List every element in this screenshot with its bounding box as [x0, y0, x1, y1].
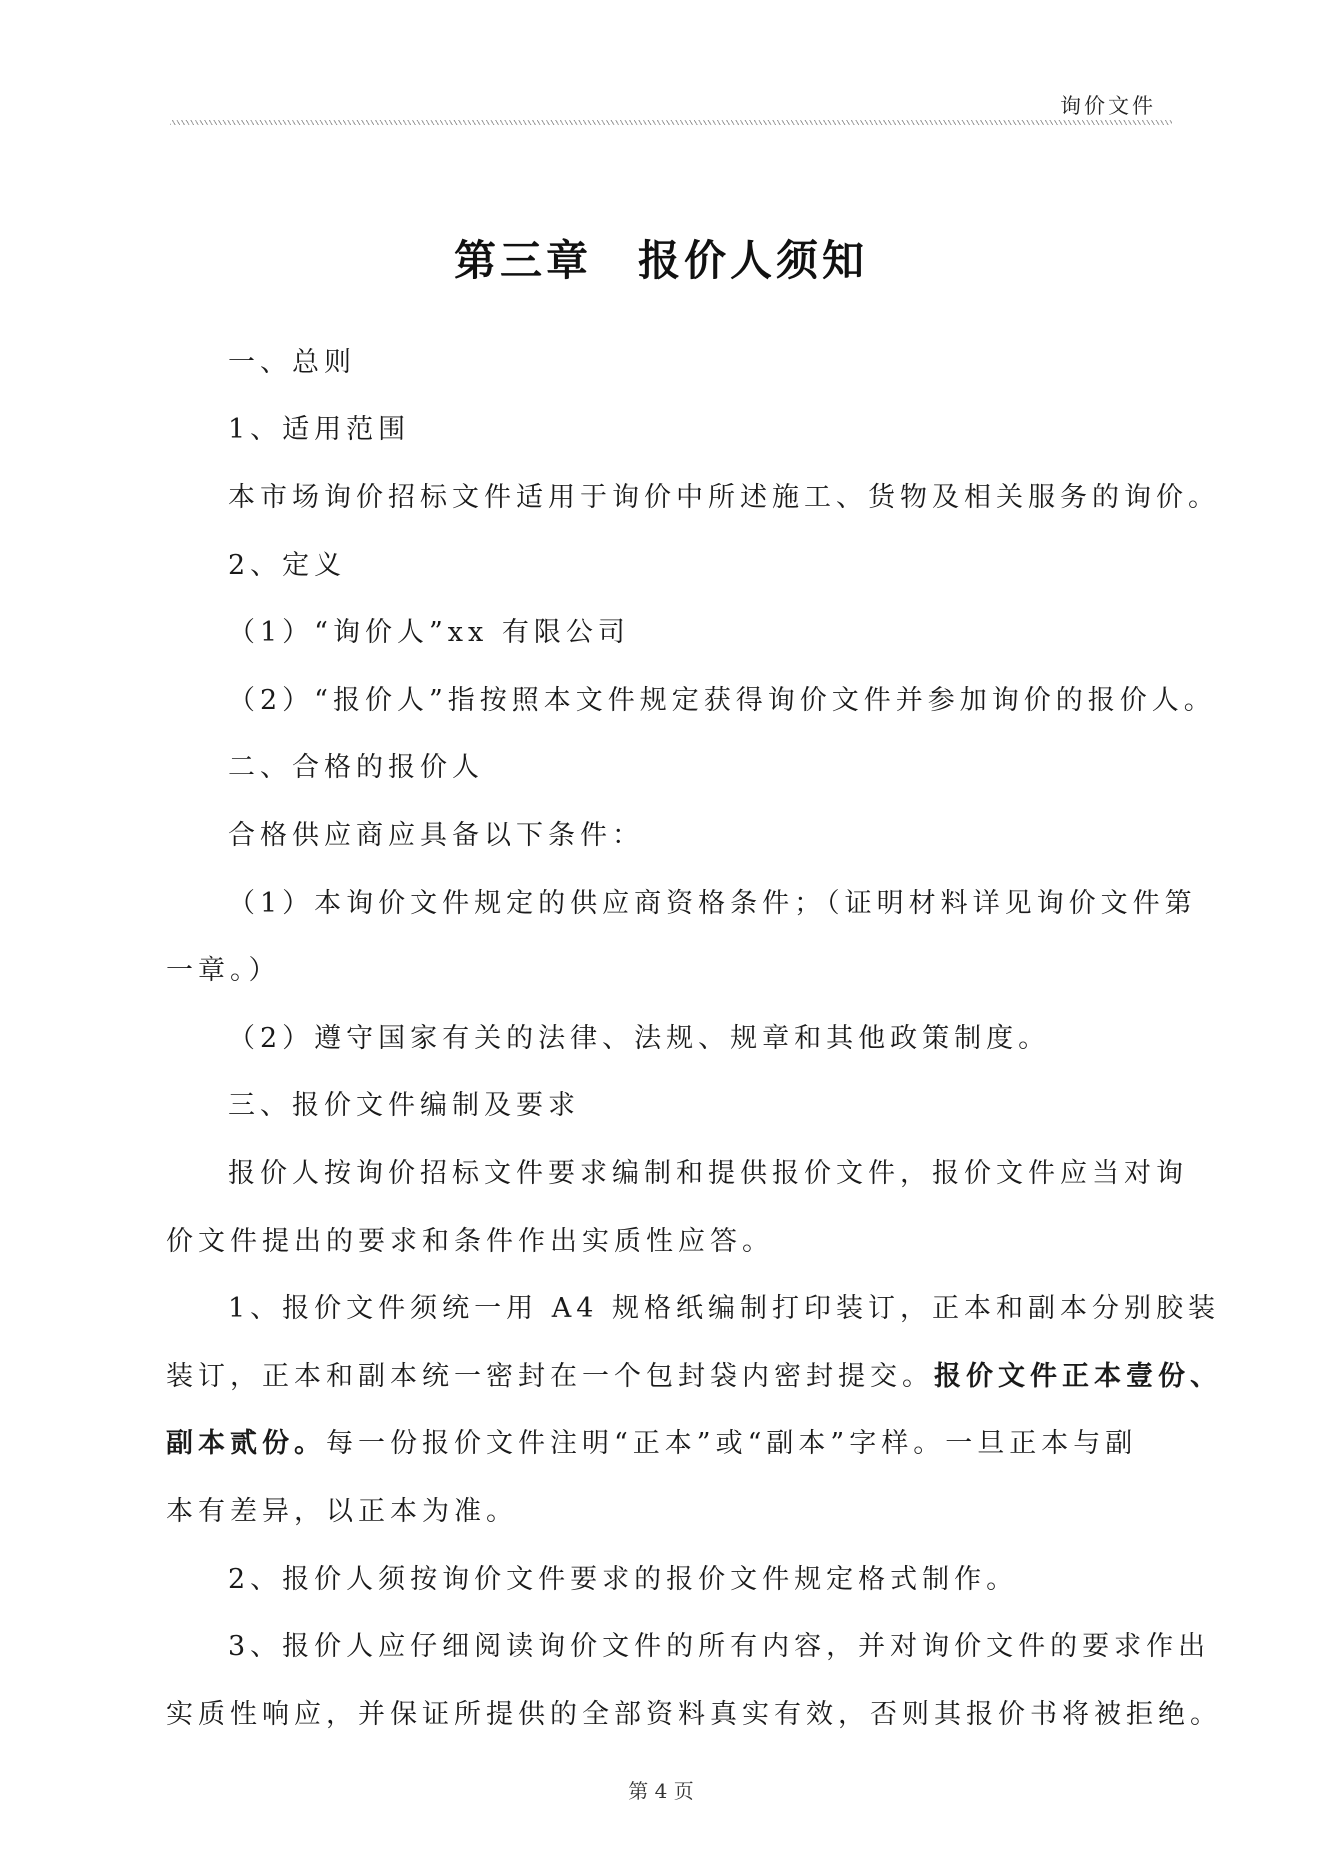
- chapter-title: [0, 228, 1322, 288]
- requirement-item-3: 3、报价人应仔细阅读询价文件的所有内容，并对询价文件的要求作出: [228, 1631, 1211, 1662]
- requirement-item-2: 2、报价人须按询价文件要求的报价文件规定格式制作。: [228, 1564, 1019, 1595]
- subheading-scope: 1、适用范围: [228, 414, 411, 445]
- copies-emphasis: 报价文件正本壹份、: [934, 1361, 1222, 1392]
- definition-item-2: （2）“报价人”指按照本文件规定获得询价文件并参加询价的报价人。: [228, 685, 1216, 716]
- requirement-item-1-line-4: 本有差异，以正本为准。: [166, 1496, 518, 1527]
- paragraph-bid-preparation-continued: 价文件提出的要求和条件作出实质性应答。: [166, 1226, 774, 1257]
- chapter-number: 第三章: [453, 236, 592, 285]
- condition-item-1: （1）本询价文件规定的供应商资格条件；（证明材料详见询价文件第: [228, 888, 1197, 919]
- paragraph-conditions-intro: 合格供应商应具备以下条件：: [228, 820, 644, 851]
- section-heading-qualified-bidder: 二、合格的报价人: [228, 752, 484, 783]
- requirement-item-1-line-3: [166, 1430, 1137, 1457]
- subheading-definitions: 2、定义: [228, 550, 347, 581]
- header-title: 询价文件: [1060, 94, 1156, 118]
- page-number: 第 4 页: [628, 1779, 694, 1803]
- requirement-text-continued: 每一份报价文件注明“正本”或“副本”字样。一旦正本与副: [326, 1428, 1138, 1459]
- definition-item-1: （1）“询价人”xx 有限公司: [228, 617, 630, 648]
- requirement-item-3-continued: 实质性响应，并保证所提供的全部资料真实有效，否则其报价书将被拒绝。: [166, 1699, 1222, 1730]
- copies-emphasis-continued: 副本贰份。: [166, 1428, 326, 1459]
- paragraph-scope: 本市场询价招标文件适用于询价中所述施工、货物及相关服务的询价。: [228, 482, 1220, 513]
- condition-item-2: （2）遵守国家有关的法律、法规、规章和其他政策制度。: [228, 1023, 1051, 1054]
- section-heading-bid-preparation: 三、报价文件编制及要求: [228, 1090, 580, 1121]
- condition-item-1-continued: 一章。）: [166, 955, 281, 986]
- paragraph-bid-preparation: 报价人按询价招标文件要求编制和提供报价文件，报价文件应当对询: [228, 1158, 1188, 1189]
- requirement-item-1-line-2: [166, 1363, 1222, 1390]
- chapter-name: 报价人须知: [638, 236, 869, 285]
- header-divider: [170, 120, 1172, 125]
- section-heading-general: 一、总则: [228, 347, 356, 378]
- requirement-item-1: 1、报价文件须统一用 A4 规格纸编制打印装订，正本和副本分别胶装: [228, 1293, 1221, 1324]
- requirement-text: 装订，正本和副本统一密封在一个包封袋内密封提交。: [166, 1361, 934, 1392]
